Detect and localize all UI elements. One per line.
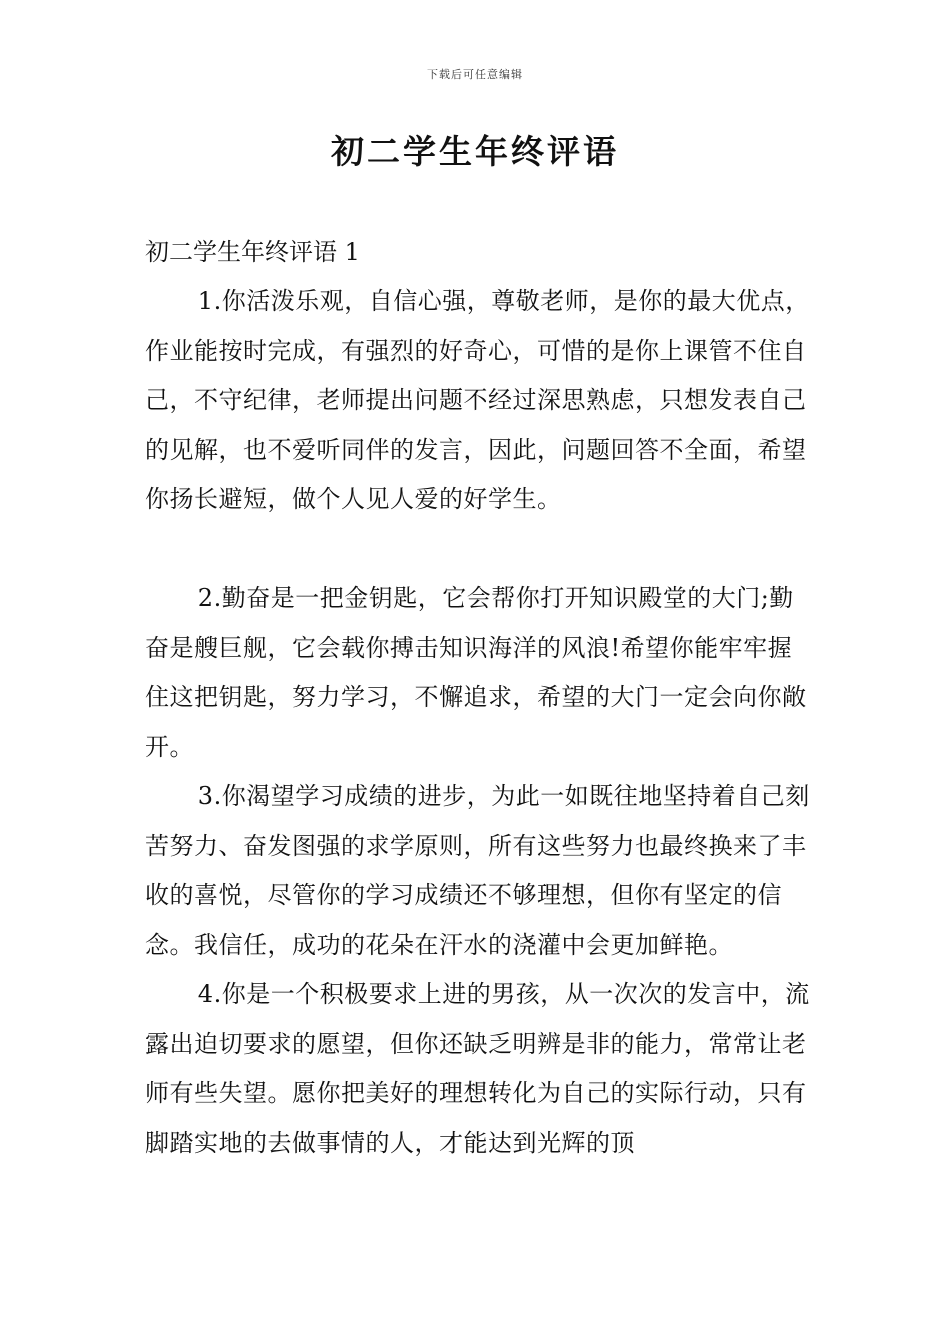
paragraph-1: 1.你活泼乐观，自信心强，尊敬老师，是你的最大优点，作业能按时完成，有强烈的好奇心，可惜的是你上课管不住自己，不守纪律，老师提出问题不经过深思熟虑，只想发表自己的见解，也不爱听同伴的发言，因此，问题回答不全面，希望你扬长避短，做个人见人爱的好学生。 xyxy=(145,287,810,513)
section-heading: 初二学生年终评语 1 xyxy=(145,238,360,266)
paragraph-3: 3.你渴望学习成绩的进步，为此一如既往地坚持着自己刻苦努力、奋发图强的求学原则，所有这些努力也最终换来了丰收的喜悦，尽管你的学习成绩还不够理想，但你有坚定的信念。我信任，成功的花朵在汗水的浇灌中会更加鲜艳。 xyxy=(145,782,810,959)
document-title: 初二学生年终评语 xyxy=(331,132,619,171)
paragraph-4: 4.你是一个积极要求上进的男孩，从一次次的发言中，流露出迫切要求的愿望，但你还缺乏明辨是非的能力，常常让老师有些失望。愿你把美好的理想转化为自己的实际行动，只有脚踏实地的去做事情的人，才能达到光辉的顶 xyxy=(145,980,810,1157)
header-note: 下载后可任意编辑 xyxy=(427,68,523,81)
paragraph-2: 2.勤奋是一把金钥匙，它会帮你打开知识殿堂的大门;勤奋是艘巨舰，它会载你搏击知识海洋的风浪!希望你能牢牢握住这把钥匙，努力学习，不懈追求，希望的大门一定会向你敞开。 xyxy=(145,584,807,761)
paragraph-block-2 xyxy=(145,574,813,1168)
paragraph-block-1 xyxy=(145,277,813,525)
